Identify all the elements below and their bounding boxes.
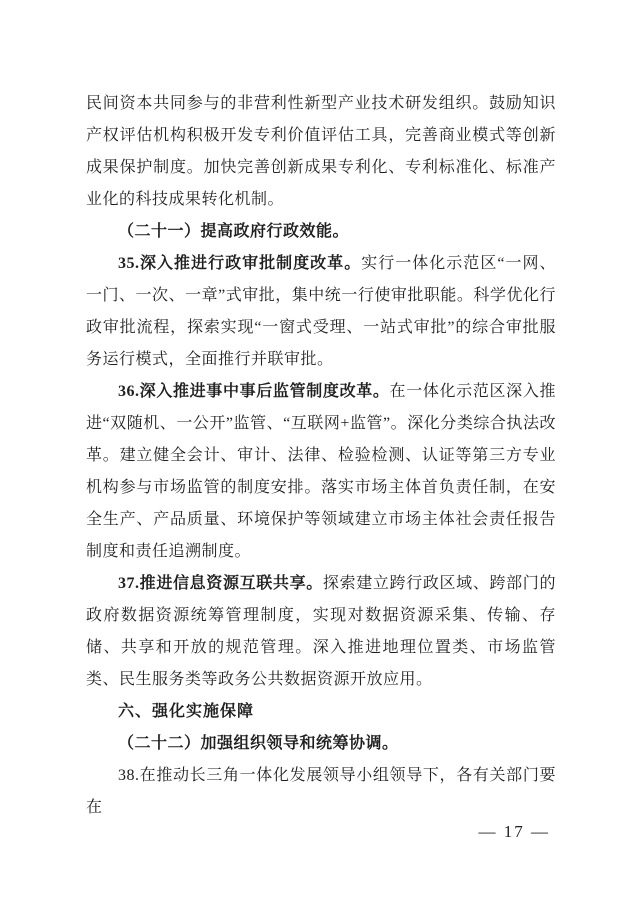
paragraph-35-lead: 35.深入推进行政审批制度改革。 xyxy=(118,255,362,272)
chapter-heading-6-text: 六、强化实施保障 xyxy=(118,703,255,720)
paragraph-37-lead: 37.推进信息资源互联共享。 xyxy=(118,575,323,592)
section-heading-22-text: （二十二）加强组织领导和统筹协调。 xyxy=(118,735,399,752)
paragraph-36-lead: 36.深入推进事中事后监管制度改革。 xyxy=(118,383,390,400)
paragraph-continuation: 民间资本共同参与的非营利性新型产业技术研发组织。鼓励知识产权评估机构积极开发专利价值评估工具，完善商业模式等创新成果保护制度。加快完善创新成果专利化、专利标准化、标准产业化的科技成果转化机制。 xyxy=(86,95,556,208)
paragraph-37 xyxy=(86,568,556,696)
chapter-heading-6 xyxy=(86,696,556,728)
paragraph-37-body: 探索建立跨行政区域、跨部门的政府数据资源统筹管理制度，实现对数据资源采集、传输、存储、共享和开放的规范管理。深入推进地理位置类、市场监管类、民生服务类等政务公共数据资源开放应用。 xyxy=(86,575,556,688)
section-heading-21-text: （二十一）提高政府行政效能。 xyxy=(118,223,350,240)
paragraph-36-body: 在一体化示范区深入推进“双随机、一公开”监管、“互联网+监管”。深化分类综合执法改革。建立健全会计、审计、法律、检验检测、认证等第三方专业机构参与市场监管的制度安排。落实市场主体首负责任制，在安全生产、产品质量、环境保护等领域建立市场主体社会责任报告制度和责任追溯制度。 xyxy=(86,383,556,560)
paragraph-38: 38.在推动长三角一体化发展领导小组领导下，各有关部门要在 xyxy=(86,767,556,816)
section-heading-22 xyxy=(86,728,556,760)
section-heading-21 xyxy=(86,216,556,248)
paragraph-36 xyxy=(86,376,556,568)
paragraph-35 xyxy=(86,248,556,376)
document-body xyxy=(86,88,556,824)
page-number: — 17 — xyxy=(478,822,550,841)
paragraph-35-body: 实行一体化示范区“一网、一门、一次、一章”式审批，集中统一行使审批职能。科学优化行政审批流程，探索实现“一窗式受理、一站式审批”的综合审批服务运行模式，全面推行并联审批。 xyxy=(86,255,556,368)
